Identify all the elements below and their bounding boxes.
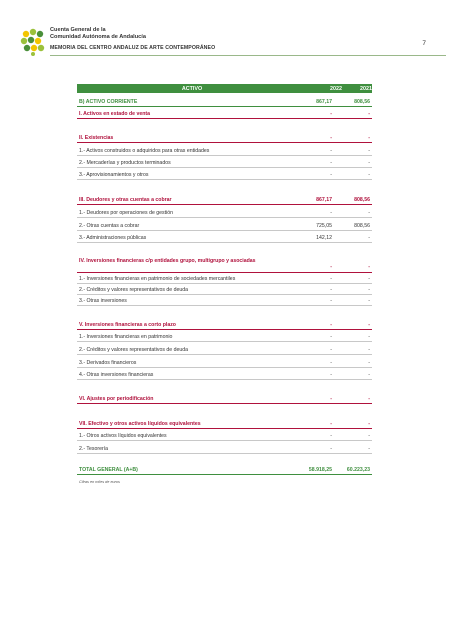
row-value-2022: - <box>330 395 332 402</box>
row-value-2021: - <box>368 171 370 178</box>
table-row <box>77 170 372 180</box>
row-label: 1.- Inversiones financieras en patrimonio de sociedades mercantiles <box>79 275 236 282</box>
table-row <box>77 296 372 306</box>
row-label: 2.- Créditos y valores representativos de deuda <box>79 286 188 293</box>
junta-andalucia-logo-icon <box>20 28 46 56</box>
row-value-2022: 867,17 <box>316 98 332 105</box>
row-label: 2.- Tesorería <box>79 445 109 452</box>
row-value-2021: 60.223,23 <box>346 466 370 473</box>
table-row <box>77 358 372 368</box>
table-row <box>77 233 372 243</box>
row-value-2021: 808,56 <box>354 98 370 105</box>
row-value-2022: - <box>330 321 332 328</box>
row-label: IV. Inversiones financieras c/p entidades grupo, multigrupo y asociadas <box>79 257 256 264</box>
row-value-2021: - <box>368 275 370 282</box>
row-value-2021: - <box>368 420 370 427</box>
table-row <box>77 465 372 475</box>
row-value-2022: 142,12 <box>316 234 332 241</box>
org-line-1: Cuenta General de la <box>50 27 106 33</box>
row-label: 3.- Otras inversiones <box>79 297 127 304</box>
row-value-2022: - <box>330 297 332 304</box>
org-line-2: Comunidad Autónoma de Andalucía <box>50 33 146 40</box>
organization-name <box>50 27 146 40</box>
row-value-2021: - <box>368 359 370 366</box>
document-title: MEMORIA DEL CENTRO ANDALUZ DE ARTE CONTEMPORÁNEO <box>50 45 216 51</box>
row-value-2022: - <box>330 209 332 216</box>
row-value-2022: - <box>330 445 332 452</box>
table-row <box>77 146 372 156</box>
row-label: 3.- Administraciones públicas <box>79 234 147 241</box>
row-value-2022: - <box>330 286 332 293</box>
header-year-2022: 2022 <box>330 85 342 92</box>
row-label: 1.- Deudores por operaciones de gestión <box>79 209 174 216</box>
row-label: 2.- Otras cuentas a cobrar <box>79 222 140 229</box>
row-value-2021: 808,56 <box>354 222 370 229</box>
row-label: 3.- Aprovisionamientos y otros <box>79 171 149 178</box>
row-label: B) ACTIVO CORRIENTE <box>79 98 138 105</box>
row-label: II. Existencias <box>79 134 114 141</box>
row-value-2022: - <box>330 432 332 439</box>
row-value-2021: - <box>368 445 370 452</box>
header-divider <box>50 55 446 56</box>
balance-table <box>77 84 372 473</box>
row-value-2022: - <box>330 346 332 353</box>
row-value-2022: - <box>330 371 332 378</box>
table-row <box>77 195 372 205</box>
row-value-2022: - <box>330 420 332 427</box>
table-row <box>77 208 372 218</box>
row-label: 2.- Mercaderías y productos terminados <box>79 159 171 166</box>
row-value-2022: - <box>330 110 332 117</box>
page-header <box>20 24 432 60</box>
row-value-2022: - <box>330 264 332 270</box>
table-row <box>77 274 372 284</box>
row-label: 3.- Derivados financieros <box>79 359 137 366</box>
table-row <box>77 285 372 295</box>
row-value-2021: - <box>368 395 370 402</box>
row-value-2022: - <box>330 171 332 178</box>
table-row <box>77 431 372 441</box>
row-value-2021: - <box>368 209 370 216</box>
row-value-2021: - <box>368 321 370 328</box>
row-label: TOTAL GENERAL (A+B) <box>79 466 138 473</box>
table-row <box>77 97 372 107</box>
row-label: 1.- Inversiones financieras en patrimonio <box>79 333 173 340</box>
row-value-2021: - <box>368 234 370 241</box>
row-label: 4.- Otras inversiones financieras <box>79 371 154 378</box>
row-value-2022: - <box>330 333 332 340</box>
table-row <box>77 320 372 330</box>
table-row <box>77 133 372 143</box>
header-activo: ACTIVO <box>181 85 203 92</box>
table-row <box>77 444 372 454</box>
row-value-2021: - <box>368 333 370 340</box>
row-value-2021: 808,56 <box>354 196 370 203</box>
row-value-2021: - <box>368 286 370 293</box>
row-value-2022: - <box>330 275 332 282</box>
row-label: 1.- Activos construidos o adquiridos para otras entidades <box>79 147 210 154</box>
table-header <box>77 84 372 93</box>
row-value-2021: - <box>368 297 370 304</box>
row-value-2021: - <box>368 432 370 439</box>
row-label: 2.- Créditos y valores representativos de deuda <box>79 346 188 353</box>
row-value-2022: 58.918,25 <box>308 466 332 473</box>
row-label: III. Deudores y otras cuentas a cobrar <box>79 196 172 203</box>
row-value-2021: - <box>368 264 370 270</box>
row-value-2021: - <box>368 147 370 154</box>
footnote: Cifras en miles de euros <box>79 480 120 484</box>
row-label: VI. Ajustes por periodificación <box>79 395 154 402</box>
table-row <box>77 394 372 404</box>
table-row <box>77 158 372 168</box>
row-value-2021: - <box>368 159 370 166</box>
row-value-2022: 725,05 <box>316 222 332 229</box>
row-value-2022: 867,17 <box>316 196 332 203</box>
row-value-2021: - <box>368 110 370 117</box>
row-value-2022: - <box>330 134 332 141</box>
row-value-2021: - <box>368 346 370 353</box>
row-label: I. Activos en estado de venta <box>79 110 151 117</box>
row-value-2021: - <box>368 371 370 378</box>
row-value-2022: - <box>330 159 332 166</box>
table-row <box>77 332 372 342</box>
table-row <box>77 256 372 273</box>
table-row <box>77 419 372 429</box>
table-row <box>77 221 372 231</box>
table-row <box>77 109 372 119</box>
row-label: V. Inversiones financieras a corto plazo <box>79 321 176 328</box>
row-value-2022: - <box>330 147 332 154</box>
row-label: VII. Efectivo y otros activos líquidos equivalentes <box>79 420 201 427</box>
header-year-2021: 2021 <box>360 85 372 92</box>
table-row <box>77 370 372 380</box>
table-row <box>77 345 372 355</box>
row-value-2022: - <box>330 359 332 366</box>
page-number: 7 <box>422 40 426 47</box>
row-label: 1.- Otros activos líquidos equivalentes <box>79 432 167 439</box>
row-value-2021: - <box>368 134 370 141</box>
